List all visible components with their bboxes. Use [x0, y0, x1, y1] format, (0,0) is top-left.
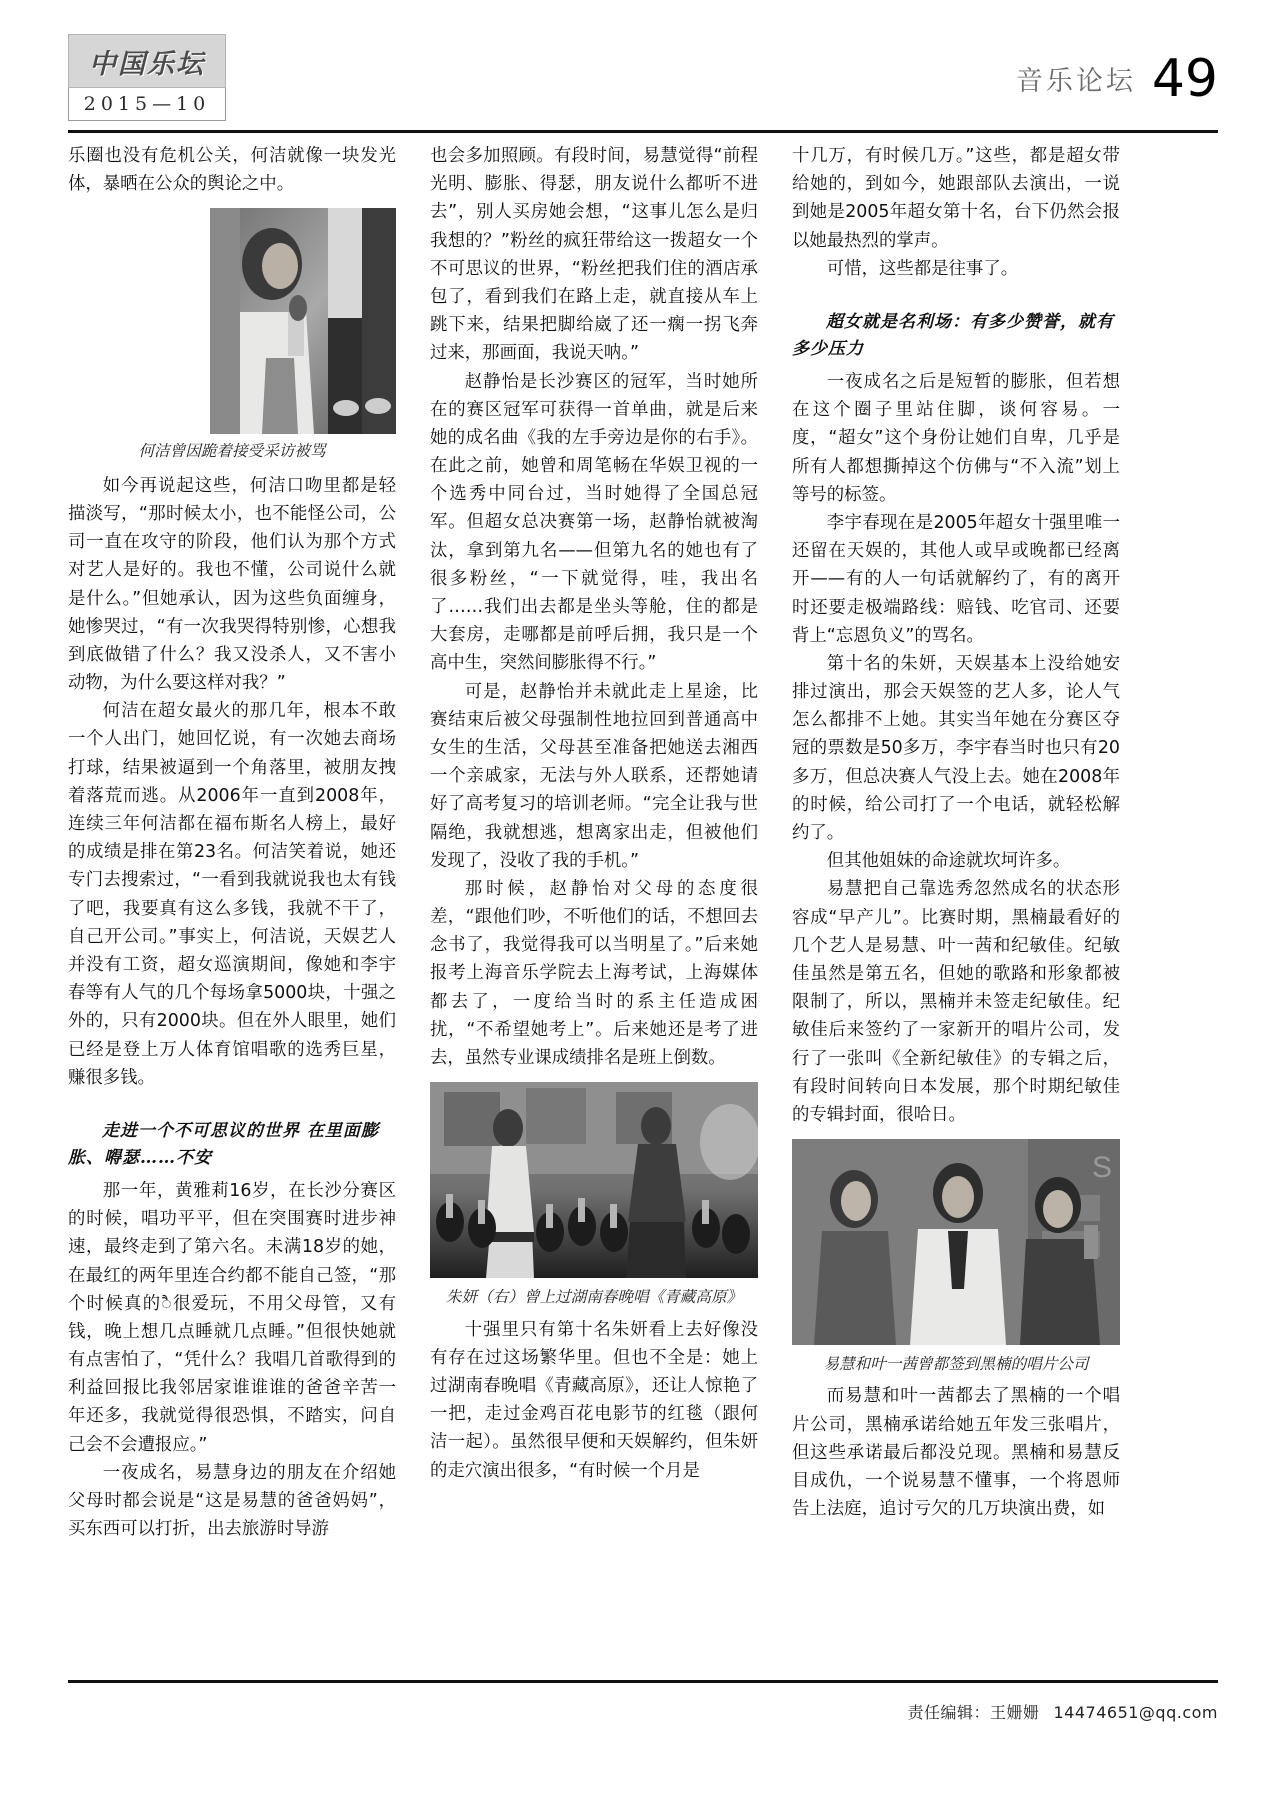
figure-yi-hui-ye-yi-qian — [792, 1139, 1120, 1376]
magazine-logo-title: 中国乐坛 — [68, 34, 226, 88]
footer-credit — [907, 1700, 1218, 1723]
issue-date: 2015—10 — [68, 88, 226, 121]
section-subheading: 超女就是名利场：有多少赞誉，就有多少压力 — [792, 311, 1114, 360]
column-2 — [430, 142, 758, 1667]
figure-caption: 易慧和叶一茜曾都签到黑楠的唱片公司 — [823, 1355, 1089, 1374]
column-3 — [792, 142, 1120, 1667]
paragraph: 一夜成名，易慧身边的朋友在介绍她父母时都会说是“这是易慧的爸爸妈妈”，买东西可以打折，出去旅游时导游 — [68, 1462, 396, 1540]
paragraph: 也会多加照顾。有段时间，易慧觉得“前程光明、膨胀、得瑟，朋友说什么都听不进去”，别人买房她会想，“这事儿怎么是归我想的？”粉丝的疯狂带给这一拨超女一个不可思议的世界，“粉丝把我们住的酒店承包了，看到我们在路上走，就直接从车上跳下来，结果把脚给崴了还一瘸一拐飞奔过来，那画面，我说天呐。” — [430, 146, 758, 364]
photo-he-jie — [210, 208, 396, 434]
figure-he-jie — [210, 208, 396, 434]
paragraph: 如今再说起这些，何洁口吻里都是轻描淡写，“那时候太小，也不能怪公司，公司一直在攻守的阶段，他们认为那个方式对艺人是好的。我也不懂，公司说什么就是什么。”但她承认，因为这些负面缠身，她惨哭过，“有一次我哭得特别惨，心想我到底做错了什么？我又没杀人，又不害小动物，为什么要这样对我？” — [68, 475, 396, 694]
figure-caption: 何洁曾因跪着接受采访被骂 — [138, 442, 326, 461]
paragraph: 何洁在超女最火的那几年，根本不敢一个人出门，她回忆说，有一次她去商场打球，结果被逼到一个角落里，被朋友拽着落荒而逃。从2006年一直到2008年，连续三年何洁都在福布斯名人榜上，最好的成绩是排在第23名。何洁笑着说，她还专门去搜索过，“一看到我就说我也太有钱了吧，我要真有这么多钱，我就不干了，自己开公司。”事实上，何洁说，天娱艺人并没有工资，超女巡演期间，像她和李宇春等有人气的几个每场拿5000块，十强之外的，只有2000块。但在外人眼里，她们已经是登上万人体育馆唱歌的选秀巨星，赚很多钱。 — [68, 701, 396, 1088]
paragraph: 十几万，有时候几万。”这些，都是超女带给她的，到如今，她跟部队去演出，一说到她是2005年超女第十名，台下仍然会报以她最热烈的掌声。 — [792, 146, 1120, 251]
svg-text:S: S — [1092, 1151, 1113, 1185]
page-number: 49 — [1151, 49, 1218, 109]
paragraph: 可惜，这些都是往事了。 — [826, 258, 1019, 279]
paragraph: 那时候，赵静怡对父母的态度很差，“跟他们吵，不听他们的话，不想回去念书了，我觉得我可以当明星了。”后来她报考上海音乐学院去上海考试，上海媒体都去了，一度给当时的系主任造成困扰，“不希望她考上”。后来她还是考了进去，虽然专业课成绩排名是班上倒数。 — [430, 878, 758, 1068]
paragraph: 一夜成名之后是短暂的膨胀，但若想在这个圈子里站住脚，谈何容易。一度，“超女”这个身份让她们自卑，几乎是所有人都想撕掉这个仿佛与“不入流”划上等号的标签。 — [792, 372, 1120, 505]
paragraph: 乐圈也没有危机公关，何洁就像一块发光体，暴晒在公众的舆论之中。 — [68, 146, 396, 195]
editor-email: 14474651@qq.com — [1053, 1703, 1218, 1722]
article-columns — [68, 142, 1218, 1667]
header-right — [1015, 49, 1218, 109]
paragraph: 但其他姐妹的命途就坎坷许多。 — [826, 851, 1071, 872]
section-subheading: 走进一个不可思议的世界 在里面膨胀、嘚瑟……不安 — [68, 1120, 379, 1169]
photo-yi-hui-group — [792, 1139, 1120, 1345]
paragraph: 李宇春现在是2005年超女十强里唯一还留在天娱的，其他人或早或晚都已经离开——有的人一句话就解约了，有的离开时还要走极端路线：赔钱、吃官司、还要背上“忘恩负义”的骂名。 — [792, 512, 1120, 646]
editor-label: 责任编辑：王姗姗 — [907, 1703, 1040, 1722]
column-1 — [68, 142, 396, 1667]
paragraph: 可是，赵静怡并未就此走上星途，比赛结束后被父母强制性地拉回到普通高中女生的生活，父母甚至准备把她送去湘西一个亲戚家，无法与外人联系，还帮她请好了高考复习的培训老师。“完全让我与世隔绝，我就想逃，想离家出走，但被他们发现了，没收了我的手机。” — [430, 681, 758, 871]
paragraph: 十强里只有第十名朱妍看上去好像没有存在过这场繁华里。但也不全是：她上过湖南春晚唱《青藏高原》，还让人惊艳了一把，走过金鸡百花电影节的红毯（跟何洁一起）。虽然很早便和天娱解约，但朱妍的走穴演出很多，“有时候一个月是 — [430, 1319, 758, 1481]
figure-caption: 朱妍（右）曾上过湖南春晚唱《青藏高原》 — [445, 1288, 743, 1307]
paragraph: 而易慧和叶一茜都去了黑楠的一个唱片公司，黑楠承诺给她五年发三张唱片，但这些承诺最后都没兑现。黑楠和易慧反目成仇，一个说易慧不懂事，一个将恩师告上法庭，追讨亏欠的几万块演出费，如 — [792, 1386, 1120, 1520]
top-rule — [68, 130, 1218, 133]
section-title: 音乐论坛 — [1015, 65, 1136, 97]
paragraph: 赵静怡是长沙赛区的冠军，当时她所在的赛区冠军可获得一首单曲，就是后来她的成名曲《我的左手旁边是你的右手》。在此之前，她曾和周笔畅在华娱卫视的一个选秀中同台过，当时她得了全国总冠军。但超女总决赛第一场，赵静怡就被淘汰，拿到第九名——但第九名的她也有了很多粉丝，“一下就觉得，哇，我出名了……我们出去都是坐头等舱，住的都是大套房，走哪都是前呼后拥，我只是一个高中生，突然间膨胀得不行。” — [430, 371, 758, 674]
paragraph: 易慧把自己靠选秀忽然成名的状态形容成“早产儿”。比赛时期，黑楠最看好的几个艺人是易慧、叶一茜和纪敏佳。纪敏佳虽然是第五名，但她的歌路和形象都被限制了，所以，黑楠并未签走纪敏佳。纪敏佳后来签约了一家新开的唱片公司，发行了一张叫《全新纪敏佳》的专辑之后，有段时间转向日本发展，那个时期纪敏佳的专辑封面，很哈日。 — [792, 879, 1120, 1125]
masthead — [0, 0, 1280, 122]
paragraph: 第十名的朱妍，天娱基本上没给她安排过演出，那会天娱签的艺人多，论人气怎么都排不上她。其实当年她在分赛区夺冠的票数是50多万，李宇春当时也只有20多万，但总决赛人气没上去。她在2008年的时候，给公司打了一个电话，就轻松解约了。 — [792, 653, 1120, 843]
figure-zhu-yan — [430, 1082, 758, 1309]
magazine-logo-block — [68, 34, 226, 121]
bottom-rule — [68, 1680, 1218, 1683]
photo-zhu-yan-stage — [430, 1082, 758, 1278]
paragraph: 那一年，黄雅莉16岁，在长沙分赛区的时候，唱功平平，但在突围赛时进步神速，最终走到了第六名。未满18岁的她，在最红的两年里连合约都不能自己签，“那个时候真的ै很爱玩，不用父母管，又有钱，晚上想几点睡就几点睡。”但很快她就有点害怕了，“凭什么？我唱几首歌得到的利益回报比我邻居家谁谁谁的爸爸辛苦一年还多，我就觉得很恐惧，不踏实，问自己会不会遭报应。” — [68, 1180, 396, 1455]
